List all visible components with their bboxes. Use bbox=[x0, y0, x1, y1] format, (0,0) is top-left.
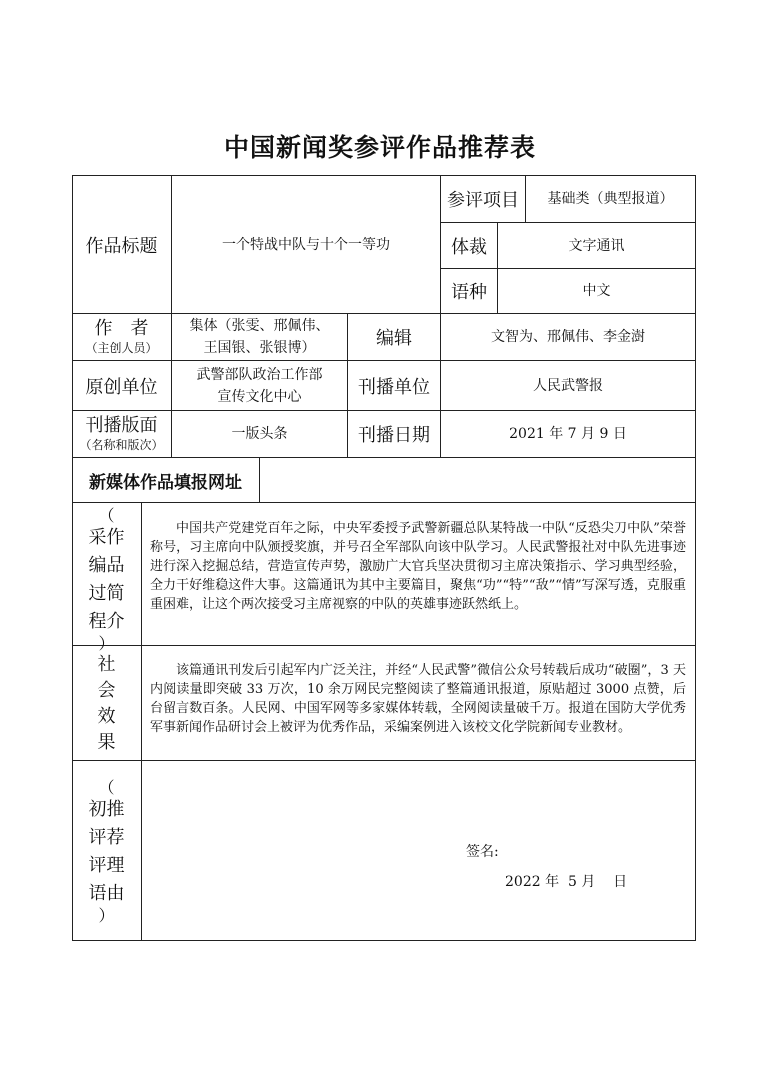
page-sublabel: （名称和版次） bbox=[79, 438, 164, 452]
process-label-line2: 编品 bbox=[88, 555, 125, 576]
genre-value: 文字通讯 bbox=[568, 237, 625, 254]
author-value-line1: 集体（张雯、邢佩伟、 bbox=[189, 318, 330, 334]
work-title-value: 一个特战中队与十个一等功 bbox=[222, 236, 390, 253]
author-label: 作 者 bbox=[94, 318, 149, 339]
process-label-line3: 过简 bbox=[88, 583, 125, 604]
language-label: 语种 bbox=[451, 282, 487, 303]
category-value: 基础类（典型报道） bbox=[547, 191, 674, 207]
editor-value: 文智为、邢佩伟、李金澍 bbox=[491, 329, 645, 345]
origin-unit-line1: 武警部队政治工作部 bbox=[196, 366, 323, 383]
author-value bbox=[172, 314, 347, 360]
date-value: 2021 年 7 月 9 日 bbox=[509, 426, 627, 442]
origin-unit-label: 原创单位 bbox=[85, 376, 158, 398]
category-label: 参评项目 bbox=[447, 190, 519, 211]
recommend-label-close: ） bbox=[98, 906, 115, 925]
process-label-line4: 程介 bbox=[88, 611, 125, 632]
recommend-label-line4: 语由 bbox=[88, 883, 125, 904]
process-label-line1: 采作 bbox=[88, 527, 125, 548]
origin-unit-line2: 宣传文化中心 bbox=[217, 388, 302, 405]
work-title-label: 作品标题 bbox=[85, 235, 158, 257]
effect-label-char2: 会 bbox=[97, 680, 116, 701]
recommend-label-line3: 评理 bbox=[88, 855, 125, 876]
recommend-date: 2022 年 5 月 日 bbox=[505, 874, 628, 890]
page-label: 刊播版面 bbox=[85, 415, 158, 436]
effect-label-char4: 果 bbox=[97, 732, 116, 753]
author-sublabel: （主创人员） bbox=[85, 341, 158, 355]
url-value[interactable] bbox=[260, 458, 695, 502]
author-label-cell bbox=[72, 314, 171, 360]
effect-label-char1: 社 bbox=[97, 654, 116, 675]
effect-label-char3: 效 bbox=[97, 706, 116, 727]
origin-unit-value bbox=[172, 361, 347, 410]
effect-text: 该篇通讯刊发后引起军内广泛关注，并经“人民武警”微信公众号转载后成功“破圈”，3 天内阅读量即突破 33 万次，10 余万网民完整阅读了整篇通讯报道，原贴超过 3000 点赞，后台留言数百条。人民网、中国军网等多家媒体转载，全网阅读量破千万。报道在国防大学优秀军事新闻作品研讨会上被评为优秀作品，采编案例进入该校文化学院新闻专业教材。 bbox=[150, 663, 686, 735]
process-label-close: ） bbox=[98, 634, 115, 653]
page-value: 一版头条 bbox=[231, 426, 288, 442]
date-label: 刊播日期 bbox=[358, 425, 430, 446]
recommend-label bbox=[72, 780, 141, 924]
recommend-label-open: （ bbox=[98, 778, 115, 797]
effect-label bbox=[72, 652, 141, 756]
author-value-line2: 王国银、张银博） bbox=[203, 340, 316, 356]
recommend-label-line2: 评荐 bbox=[88, 827, 125, 848]
page-label-cell bbox=[72, 411, 171, 457]
publisher-value: 人民武警报 bbox=[533, 377, 603, 394]
recommend-label-line1: 初推 bbox=[88, 799, 125, 820]
editor-label: 编辑 bbox=[376, 328, 412, 349]
process-text: 中国共产党建党百年之际，中央军委授予武警新疆总队某特战一中队“反恐尖刀中队”荣誉称号，习主席向中队颁授奖旗，并号召全军部队向该中队学习。人民武警报社对中队先进事迹进行深入挖掘总结，营造宣传声势，激励广大官兵坚决贯彻习主席决策指示、学习典型经验，全力干好维稳这件大事。这篇通讯为其中主要篇目，聚焦“功”“特”“敌”“情”写深写透，克服重重困难，让这个两次接受习主席视察的中队的英雄事迹跃然纸上。 bbox=[150, 521, 686, 612]
form-title: 中国新闻奖参评作品推荐表 bbox=[223, 133, 536, 162]
process-label-open: （ bbox=[98, 506, 115, 525]
process-label bbox=[72, 508, 141, 652]
genre-label: 体裁 bbox=[451, 236, 487, 258]
signature-label: 签名: bbox=[466, 844, 499, 860]
language-value: 中文 bbox=[582, 283, 611, 299]
publisher-label: 刊播单位 bbox=[358, 376, 430, 398]
url-label: 新媒体作品填报网址 bbox=[89, 472, 242, 493]
